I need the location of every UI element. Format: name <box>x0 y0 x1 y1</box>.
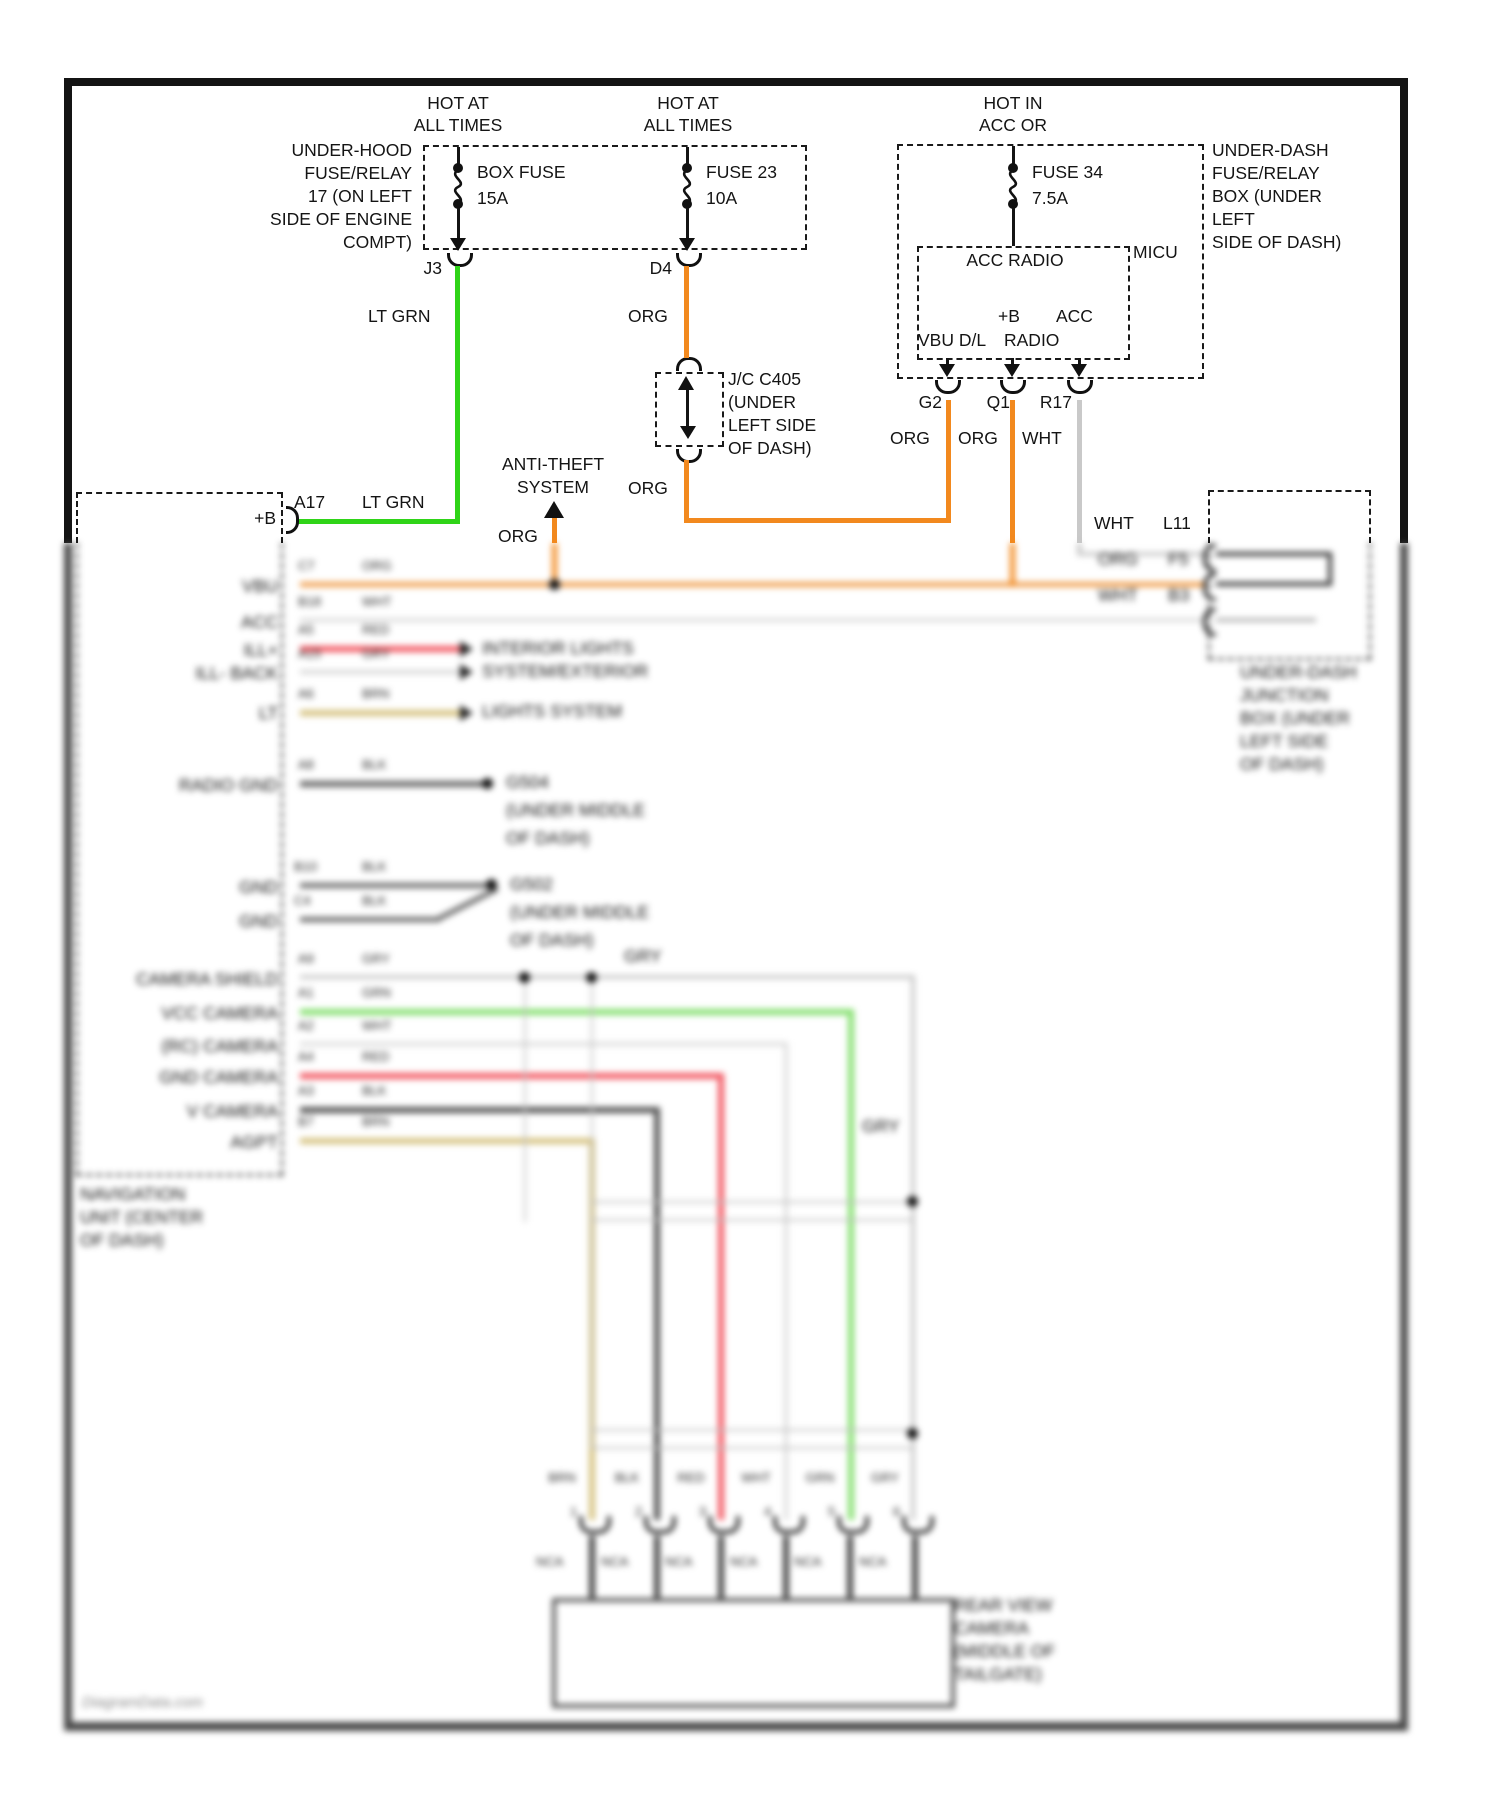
gry-label-a: GRY <box>624 946 662 966</box>
power-label-3-line1: HOT IN <box>983 93 1043 113</box>
ground2-id: G502 <box>510 874 553 894</box>
micu-pin-acc: ACC <box>1056 306 1093 326</box>
nav-pin-name: ILL- BACK <box>195 663 278 683</box>
rca-connector-icon <box>773 1516 805 1534</box>
antitheft-label-line1: ANTI-THEFT <box>501 454 605 474</box>
j3-label: J3 <box>423 258 442 278</box>
nav-pin-number: A2 <box>298 1018 314 1033</box>
rca-nca-label: NCA <box>665 1554 693 1569</box>
nav-pin-name: (RC) CAMERA <box>161 1036 278 1056</box>
label-line: 17 (ON LEFT <box>307 186 412 206</box>
ill-plus-arrow <box>460 641 473 657</box>
frame-right-blur <box>1400 543 1408 1729</box>
label-line: LEFT <box>1212 209 1255 229</box>
rjbox-conn3-icon <box>1203 608 1216 636</box>
rca-stub <box>912 1536 918 1600</box>
rear-camera-label <box>954 1595 1055 1684</box>
rca-pin-number: 1 <box>570 1504 578 1519</box>
label-line: OF DASH) <box>728 438 812 458</box>
shield-cross-1b <box>592 1219 913 1221</box>
ltgrn-label: LT GRN <box>368 306 431 326</box>
nav-wire-color: BLK <box>362 757 387 772</box>
label-line: FUSE/RELAY <box>304 163 412 183</box>
wht-r17-label: WHT <box>1022 428 1062 448</box>
rca-stub <box>783 1536 789 1600</box>
nav-pin-number: B7 <box>298 1114 314 1129</box>
rear-camera-box <box>552 1598 955 1708</box>
rca-pin-number: 6 <box>893 1504 901 1519</box>
wire-acc <box>300 618 1205 622</box>
label-line: OF DASH) <box>80 1230 164 1250</box>
frame-bottom <box>64 1722 1408 1731</box>
nav-wire-color: GRN <box>362 985 391 1000</box>
wire-gnd2-diagonal <box>436 886 499 921</box>
label-line: UNDER-DASH <box>1240 662 1357 682</box>
label-line: CAMERA <box>954 1618 1029 1638</box>
nav-pin-name: LT <box>258 703 278 723</box>
rjbox-conn1-icon <box>1203 544 1216 572</box>
fuse1-rating: 15A <box>477 188 509 208</box>
dest-lights-1: INTERIOR LIGHTS <box>482 638 634 658</box>
antitheft-label-line2: SYSTEM <box>517 477 589 497</box>
shield-dot-1 <box>519 972 530 983</box>
nav-wire-color: ORG <box>362 558 392 573</box>
nav-wire-color: GRY <box>362 951 390 966</box>
rjbox-bottom-edge <box>1208 658 1371 660</box>
label-line: BOX (UNDER <box>1212 186 1322 206</box>
label-line: (UNDER <box>728 392 797 412</box>
rjbox-row1-cavity: F5 <box>1168 549 1189 569</box>
nav-wire-color: BLK <box>362 1083 387 1098</box>
nav-pin-name: ACC <box>241 612 278 632</box>
nav-wire-color: BRN <box>362 686 390 701</box>
wire-lt <box>300 710 460 716</box>
nav-pin-name: ILL+ <box>243 640 278 660</box>
wire-gnd2 <box>300 917 440 922</box>
label-line: UNDER-DASH <box>1212 140 1329 160</box>
rca-pin-number: 5 <box>828 1504 836 1519</box>
dest-lights-3: LIGHTS SYSTEM <box>482 701 623 721</box>
shield-cross-2a <box>592 1429 913 1431</box>
wire-agpt-h <box>300 1138 595 1144</box>
nav-pin-number: A9 <box>298 951 314 966</box>
acc-radio-label: ACC RADIO <box>966 250 1064 270</box>
nav-pin-number: B10 <box>294 859 318 874</box>
gry-label-b: GRY <box>862 1116 900 1136</box>
power-label-2-line1: HOT AT <box>657 93 719 113</box>
label-line: REAR VIEW <box>954 1595 1053 1615</box>
nav-box-left-edge <box>76 543 78 1176</box>
wire-ill-minus <box>300 670 460 674</box>
fuse2-name: FUSE 23 <box>706 162 777 182</box>
org-q1-label: ORG <box>958 428 998 448</box>
ground1-id: G504 <box>506 772 549 792</box>
nav-wire-color: WHT <box>362 594 392 609</box>
nav-pin-number: A1 <box>298 985 314 1000</box>
rca-wire-color: RED <box>677 1470 705 1485</box>
r17-label: R17 <box>1039 392 1072 412</box>
shield-drain-2 <box>591 977 593 1449</box>
org-below-jc-label: ORG <box>628 478 668 498</box>
nav-pin-name: AGPT <box>230 1132 278 1152</box>
micu-pin-radio: RADIO <box>1004 330 1060 350</box>
nav-pin-name: GND CAMERA <box>159 1067 278 1087</box>
wire-radio-gnd <box>300 781 490 787</box>
rca-connector-icon <box>579 1516 611 1534</box>
label-line: COMPT) <box>342 232 412 252</box>
fuse3-rating: 7.5A <box>1032 188 1068 208</box>
label-line: OF DASH) <box>1240 754 1324 774</box>
dest-lights-2: SYSTEM/EXTERIOR <box>482 661 649 681</box>
rca-wire-color: GRN <box>805 1470 835 1485</box>
label-line: UNDER-HOOD <box>291 140 412 160</box>
nav-wire-color: BLK <box>362 893 387 908</box>
power-label-1-line1: HOT AT <box>427 93 489 113</box>
junction-box-label <box>1240 662 1357 774</box>
label-line: JUNCTION <box>1240 685 1329 705</box>
fuse3-name: FUSE 34 <box>1032 162 1103 182</box>
label-line: J/C C405 <box>728 369 801 389</box>
nav-wire-color: BLK <box>362 859 387 874</box>
nav-unit-label <box>80 1184 203 1250</box>
ground1-dot <box>482 778 493 789</box>
nav-wire-color: BRN <box>362 1114 390 1129</box>
micu-pin-vbu: VBU D/L <box>918 330 987 350</box>
rca-connector-icon <box>902 1516 934 1534</box>
nav-pin-name: CAMERA SHIELD <box>136 969 278 989</box>
rca-pin-number: 4 <box>764 1504 772 1519</box>
rjbox-right-edge <box>1369 543 1371 660</box>
label-line: SIDE OF ENGINE <box>270 209 412 229</box>
lt-arrow <box>460 705 473 721</box>
nav-pin-name: V CAMERA <box>186 1101 278 1121</box>
label-line: LEFT SIDE <box>728 415 817 435</box>
rjbox-row2-cavity: B3 <box>1168 585 1190 605</box>
ground2-loc2: OF DASH) <box>510 930 594 950</box>
wire-rc-h <box>300 1042 788 1046</box>
rca-nca-label: NCA <box>859 1554 887 1569</box>
rjbox-conn2-icon <box>1203 573 1216 601</box>
label-line: FUSE/RELAY <box>1212 163 1320 183</box>
nav-pin-number: A8 <box>298 757 314 772</box>
ground1-loc1: (UNDER MIDDLE <box>506 800 646 820</box>
shield-dot-2 <box>586 972 597 983</box>
label-line: (MIDDLE OF <box>954 1641 1056 1661</box>
frame-left-blur <box>64 543 72 1729</box>
nav-wire-color: RED <box>362 622 390 637</box>
wire-vcc-v <box>848 1009 854 1520</box>
nav-pin-name: VCC CAMERA <box>161 1003 278 1023</box>
rca-wire-color: WHT <box>741 1470 771 1485</box>
nav-pin-number: C7 <box>298 558 315 573</box>
nav-box-bottom-edge <box>76 1174 283 1176</box>
ltgrn-a17-label: LT GRN <box>362 492 425 512</box>
power-label-2-line2: ALL TIMES <box>643 115 733 135</box>
rjbox-jumper-right <box>1328 552 1332 586</box>
nav-pin-number: B18 <box>298 594 322 609</box>
nav-pin-number: A6 <box>298 686 314 701</box>
wht-l11-color: WHT <box>1094 513 1134 533</box>
rca-stub <box>654 1536 660 1600</box>
d4-label: D4 <box>649 258 672 278</box>
watermark: DiagramData.com <box>82 1694 203 1711</box>
rca-wire-color: BLK <box>614 1470 640 1485</box>
org-d4-label: ORG <box>628 306 668 326</box>
rjbox-conn3-line <box>1216 618 1316 622</box>
bplus-label: +B <box>254 508 276 528</box>
wire-gndcam-h <box>300 1073 724 1079</box>
label-line: NAVIGATION <box>80 1184 186 1204</box>
label-line: BOX (UNDER <box>1240 708 1350 728</box>
micu-label: MICU <box>1133 242 1178 262</box>
nav-wire-color: GRY <box>362 646 390 661</box>
vbu-antitheft-dot <box>549 579 560 590</box>
rca-connector-icon <box>837 1516 869 1534</box>
power-label-1-line2: ALL TIMES <box>413 115 503 135</box>
rca-wire-color: BRN <box>548 1470 576 1485</box>
rca-nca-label: NCA <box>536 1554 564 1569</box>
nav-pin-name: GND <box>239 877 278 897</box>
fuse1-name: BOX FUSE <box>477 162 566 182</box>
rca-pin-number: 2 <box>635 1504 643 1519</box>
shield-cross-1a <box>592 1201 913 1203</box>
ground2-loc1: (UNDER MIDDLE <box>510 902 650 922</box>
nav-pin-number: A5 <box>298 622 314 637</box>
rca-connector-icon <box>708 1516 740 1534</box>
shield-cross-dot-2 <box>907 1428 918 1439</box>
rca-pin-number: 3 <box>699 1504 707 1519</box>
org-g2-label: ORG <box>890 428 930 448</box>
nav-pin-number: A4 <box>298 1049 314 1064</box>
wire-vcam-v <box>654 1107 660 1520</box>
rjbox-row1-color: ORG <box>1098 549 1138 569</box>
wire-vcam-h <box>300 1107 660 1113</box>
a17-label: A17 <box>294 492 326 512</box>
label-line: TAILGATE) <box>954 1664 1042 1684</box>
rjbox-row2-color: WHT <box>1098 585 1138 605</box>
nav-pin-number: A3 <box>298 1083 314 1098</box>
wht-l11-cavity: L11 <box>1163 513 1191 533</box>
nav-pin-name: RADIO GND <box>178 775 278 795</box>
nav-box-right-edge <box>281 543 283 1176</box>
org-antitheft-label: ORG <box>498 526 538 546</box>
g2-label: G2 <box>918 392 942 412</box>
label-line: SIDE OF DASH) <box>1212 232 1342 252</box>
rca-connector-icon <box>644 1516 676 1534</box>
nav-pin-number: A15 <box>298 646 322 661</box>
rca-stub <box>847 1536 853 1600</box>
rca-stub <box>718 1536 724 1600</box>
wire-vcc-h <box>300 1009 852 1015</box>
ill-minus-arrow <box>460 664 473 680</box>
label-line: LEFT SIDE <box>1240 731 1329 751</box>
q1-label: Q1 <box>986 392 1010 412</box>
power-label-3-line2: ACC OR <box>978 115 1048 135</box>
rjbox-jumper-top <box>1216 552 1332 556</box>
rca-nca-label: NCA <box>601 1554 629 1569</box>
ground1-loc2: OF DASH) <box>506 828 590 848</box>
wire-vbu <box>300 582 1205 587</box>
rca-nca-label: NCA <box>730 1554 758 1569</box>
nav-pin-number: C4 <box>294 893 311 908</box>
fuse2-rating: 10A <box>706 188 738 208</box>
shield-cross-2b <box>592 1447 913 1449</box>
shield-cross-dot-1 <box>907 1196 918 1207</box>
ground2-dot <box>486 879 497 890</box>
rca-wire-color: GRY <box>871 1470 899 1485</box>
wire-shield-h <box>300 975 915 979</box>
wire-gnd1 <box>300 883 496 888</box>
rjbox-jumper-bottom <box>1216 582 1332 586</box>
nav-wire-color: RED <box>362 1049 390 1064</box>
nav-pin-name: GND <box>239 911 278 931</box>
label-line: UNIT (CENTER <box>80 1207 204 1227</box>
rca-stub <box>589 1536 595 1600</box>
shield-drain-1 <box>524 977 526 1222</box>
nav-wire-color: WHT <box>362 1018 392 1033</box>
nav-pin-name: VBU <box>242 576 278 596</box>
rca-nca-label: NCA <box>794 1554 822 1569</box>
org-wire-q1-blur <box>1010 543 1015 586</box>
wire-gndcam-v <box>718 1073 724 1520</box>
micu-pin-bplus: +B <box>998 306 1020 326</box>
